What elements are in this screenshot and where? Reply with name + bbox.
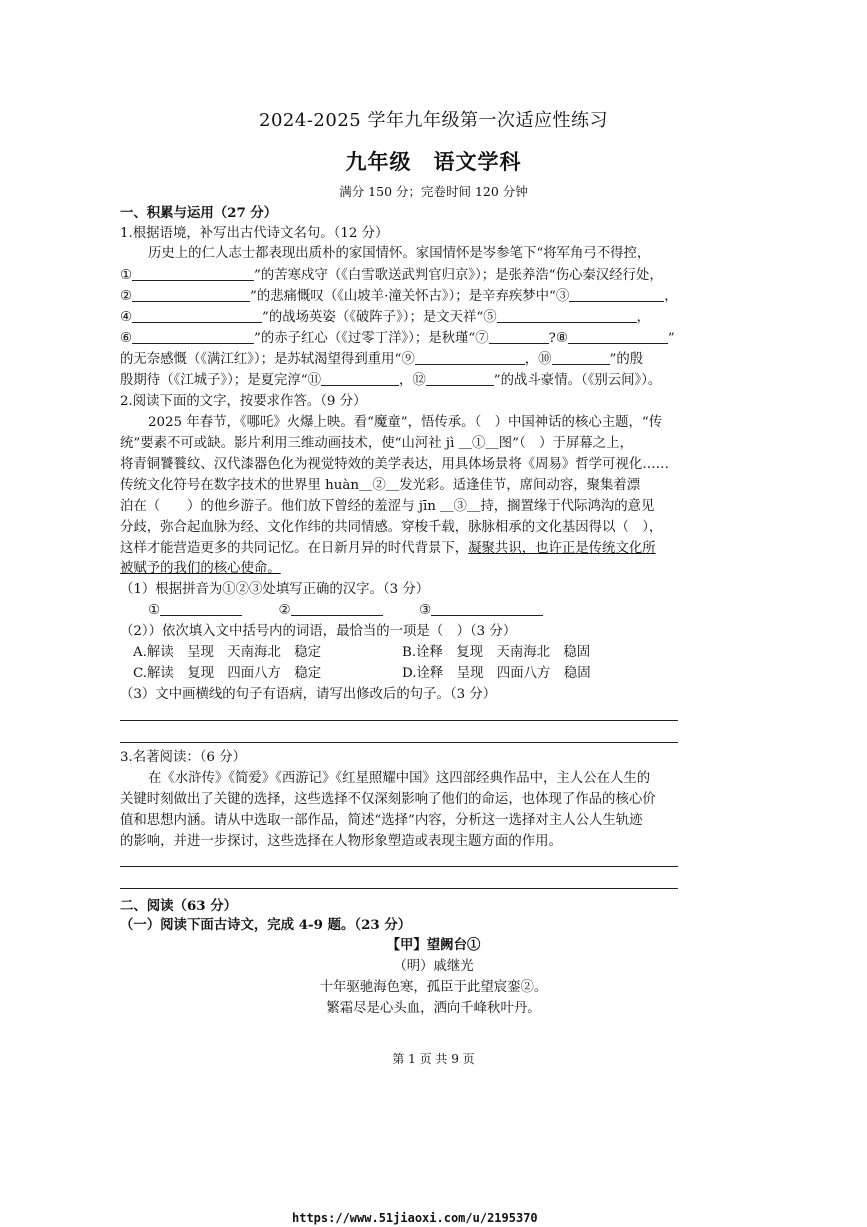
fill-blank-10[interactable] [552,350,610,365]
fill-blank-3[interactable] [569,287,664,302]
q1-line2: ① ”的苦寒戍守（《白雪歌送武判官归京》）；是张养浩“伤心秦汉经行处， [120,268,663,283]
blank-label-1: ① [120,268,133,283]
q2-sub1-blanks: ① ② ③ [148,601,543,621]
option-c[interactable]: C.解读 复现 四面八方 稳定 [133,666,322,681]
answer-line[interactable] [120,866,678,867]
q1-line6: 的无奈感慨（《满江红》）；是苏轼渴望得到重用“⑨ ，⑩ ”的殷 [120,352,644,367]
fill-blank-7[interactable] [489,329,549,344]
page-number: 第 1 页 共 9 页 [392,1052,475,1066]
q2-para-line1: 2025 年春节，《哪吒》火爆上映。看“魔童”，悟传承。（ ）中国神话的核心主题，“传 [148,415,663,430]
fill-blank-5[interactable] [497,308,637,323]
q1-line1: 历史上的仁人志士都表现出质朴的家国情怀。家国情怀是岑参笔下“将军角弓不得控， [148,246,651,261]
q3-line2: 关键时刻做出了关键的选择，这些选择不仅深刻影响了他们的命运，也体现了作品的核心价 [120,792,656,807]
q2-para-line4: 传统文化符号在数字技术的世界里 huàn＿②＿发光彩。适逢佳节，席间动容，聚集着漂 [120,478,641,493]
q1-line3: ② ”的悲痛慨叹（《山坡羊·潼关怀古》）；是辛弃疾梦中“③ ， [120,289,678,304]
fill-blank-11[interactable] [321,371,399,386]
poem-title: 【甲】望阙台① [386,937,481,953]
q3-line1: 在《水浒传》《简爱》《西游记》《红星照耀中国》这四部经典作品中，主人公在人生的 [148,771,651,786]
answer-line[interactable] [120,742,678,743]
hanzi-blank-1[interactable] [160,601,242,616]
q2-para-line6: 分歧，弥合起血脉为经、文化作纬的共同情感。穿梭千载，脉脉相承的文化基因得以（ ）， [120,520,663,535]
q2-para-line7: 这样才能营造更多的共同记忆。在日新月异的时代背景下，凝聚共识，也许正是传统文化所 [120,541,656,556]
q2-para-line2: 统”要素不可或缺。影片利用三维动画技术，使“山河社 jì ＿①＿图”（ ）于屏幕之上， [120,436,633,451]
q2-para-line8: 被赋予的我们的核心使命。 [120,561,281,576]
poem-line2: 繁霜尽是心头血，洒向千峰秋叶丹。 [326,1001,541,1016]
option-d[interactable]: D.诠释 呈现 四面八方 稳固 [402,666,591,681]
q1-line7: 殷期待（《江城子》）；是夏完淳“⑪ ，⑫ ”的战斗豪情。（《别云间》）。 [120,373,662,388]
section2-sub: （一）阅读下面古诗文，完成 4-9 题。（23 分） [120,917,412,933]
poem-line1: 十年驱驰海色寒，孤臣于此望宸銮②。 [319,980,548,995]
fill-blank-6[interactable] [132,329,254,344]
exam-score-time: 满分 150 分；完卷时间 120 分钟 [339,184,528,199]
q2-para-line3: 将青铜饕餮纹、汉代漆器色化为视觉特效的美学表达，用具体场景将《周易》哲学可视化…… [120,457,670,472]
option-b[interactable]: B.诠释 复现 天南海北 稳固 [402,645,591,660]
source-url[interactable]: https://www.51jiaoxi.com/u/2195370 [292,1211,538,1225]
q3-stem: 3.名著阅读：（6 分） [120,750,246,765]
exam-subject: 九年级 语文学科 [345,149,522,174]
q1-line4: ④ ”的战场英姿（《破阵子》）；是文天祥“⑤ ， [120,310,651,325]
q2-sub1: （1）根据拼音为①②③处填写正确的汉字。（3 分） [120,582,430,597]
underlined-sentence: 凝聚共识，也许正是传统文化所 [468,541,656,556]
q3-line4: 的影响，并进一步探讨，这些选择在人物形象塑造或表现主题方面的作用。 [120,834,562,849]
answer-line[interactable] [120,720,678,721]
q2-sub2: （2））依次填入文中括号内的词语，最恰当的一项是（ ）（3 分） [120,624,517,639]
q2-stem: 2.阅读下面的文字，按要求作答。（9 分） [120,394,367,409]
exam-title: 2024-2025 学年九年级第一次适应性练习 [259,110,608,131]
q3-line3: 值和思想内涵。请从中选取一部作品，简述“选择”内容，分析这一选择对主人公人生轨迹 [120,813,643,828]
q2-para-line5: 泊在（ ）的他乡游子。他们放下曾经的羞涩与 jīn ＿③＿持，搁置缘于代际鸿沟的意见 [120,499,655,514]
fill-blank-4[interactable] [132,308,262,323]
q1-line5: ⑥ ”的赤子红心（《过零丁洋》）；是秋瑾“⑦ ?⑧ ” [120,331,675,346]
fill-blank-8[interactable] [568,329,668,344]
section2-heading: 二、阅读（63 分） [120,898,238,914]
q2-sub3: （3）文中画横线的句子有语病，请写出修改后的句子。（3 分） [120,687,497,702]
fill-blank-12[interactable] [426,371,494,386]
option-a[interactable]: A.解读 呈现 天南海北 稳定 [133,645,322,660]
q1-stem: 1.根据语境，补写出古代诗文名句。（12 分） [120,226,389,241]
poem-author: （明）戚继光 [393,959,474,974]
fill-blank-2[interactable] [132,287,250,302]
answer-line[interactable] [120,888,678,889]
hanzi-blank-2[interactable] [291,601,383,616]
fill-blank-1[interactable] [132,266,254,281]
fill-blank-9[interactable] [415,350,525,365]
section1-heading: 一、积累与运用（27 分） [120,205,278,221]
hanzi-blank-3[interactable] [431,601,543,616]
